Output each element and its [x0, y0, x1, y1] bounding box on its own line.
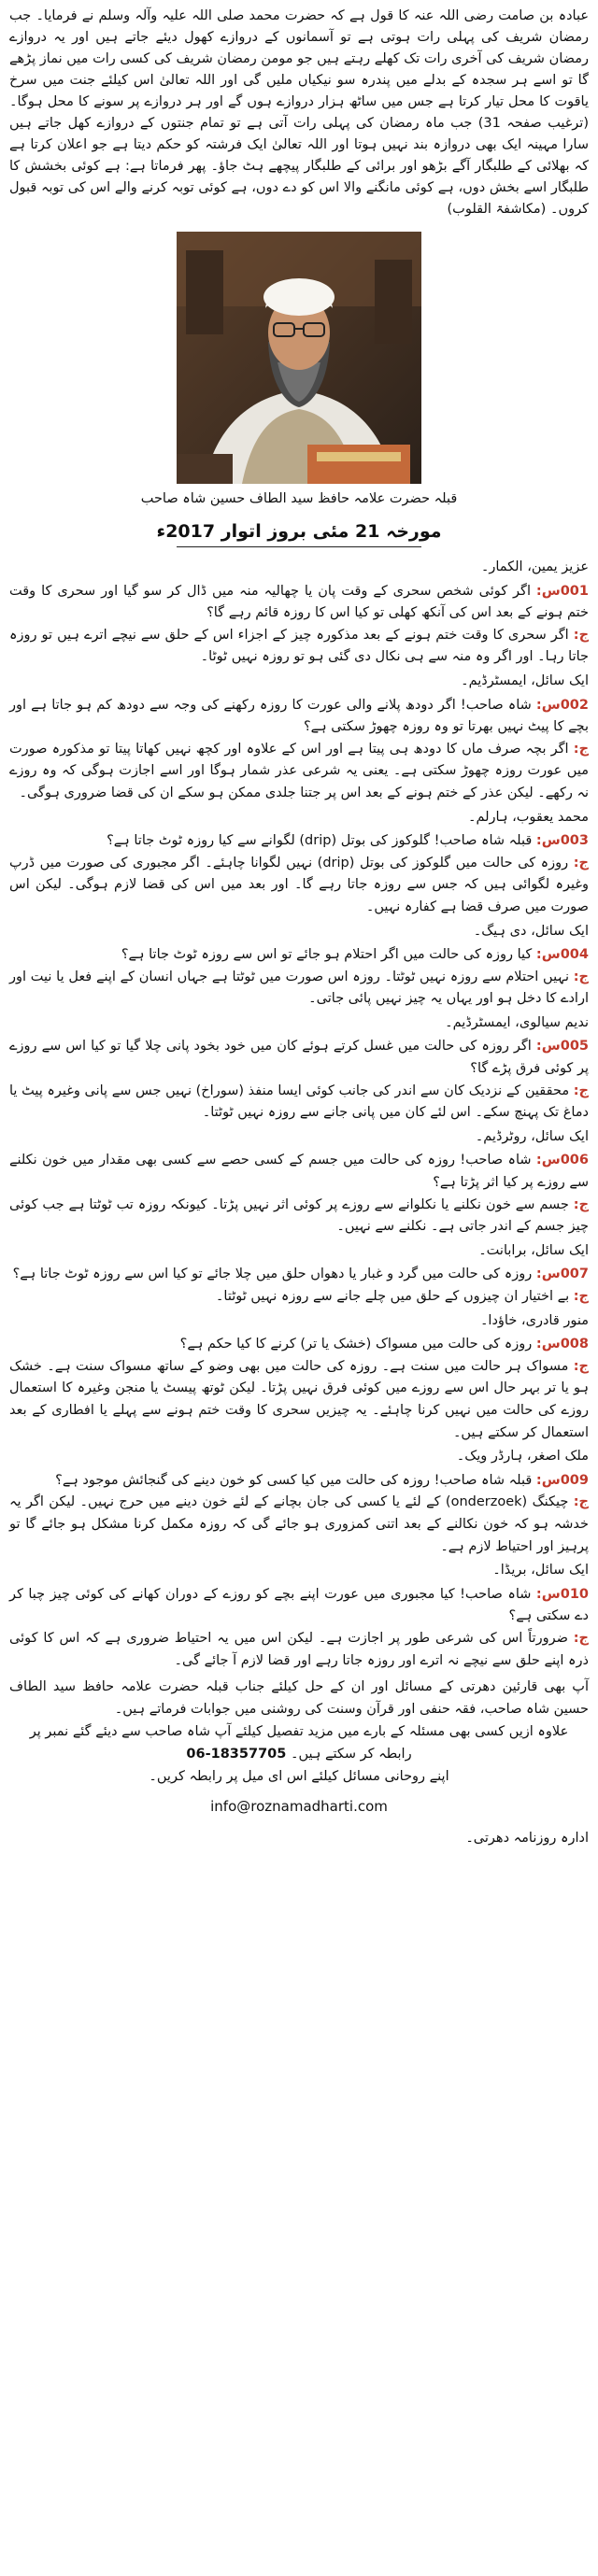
question-marker: س: [535, 1153, 561, 1168]
question-text: شاہ صاحب! اگر دودھ پلانے والی عورت کا روزہ رکھنے کی وجہ سے دودھ کم ہو جاتا ہے اور بچے کا پیٹ نہیں بھرتا تو وہ روزہ چھوڑ سکتی ہے؟ [9, 697, 589, 735]
question-text: روزہ کی حالت میں مسواک (خشک یا تر) کرنے کا کیا حکم ہے؟ [179, 1337, 533, 1352]
questioner-name: عزیز یمین، الکمار۔ [480, 559, 589, 574]
question-number: 003 [560, 833, 589, 849]
questioner-name: ملک اصغر، ہارڈر ویک۔ [456, 1449, 589, 1465]
questioner-name: ایک سائل، بریڈا۔ [492, 1563, 589, 1578]
answer-text: روزہ کی حالت میں گلوکوز کی بوتل (drip) نہیں لگوانا چاہئے۔ اگر مجبوری کی صورت میں ڈرپ وغیرہ لگوائی ہیں کہ جس سے روزہ جاتا رہے گا۔ اور بعد میں اس کی قضا لازم ہوگی۔ لیکن اس صورت میں صرف قضا ہے کفارہ نہیں۔ [9, 855, 589, 914]
answer [9, 739, 589, 805]
questioner-name: محمد یعقوب، ہارلم۔ [467, 809, 589, 825]
question-marker: س: [535, 1039, 561, 1054]
question-number: 010 [560, 1586, 590, 1602]
answer-text: ضرورتاً اس کی شرعی طور پر اجازت ہے۔ لیکن اس میں یہ احتیاط ضروری ہے کہ اس کا کوئی ذرہ اپنے حلق سے نیچے نہ اترے اور روزہ جاتا رہے اور قضا لازم آ جائے گی۔ [9, 1630, 589, 1668]
questioner-name: ایک سائل، ایمسٹرڈیم۔ [461, 672, 589, 688]
contact-paragraph-2: علاوہ ازیں کسی بھی مسئلہ کے بارے میں مزید تفصیل کیلئے آپ شاہ صاحب سے دیئے گئے نمبر پر [29, 1724, 569, 1740]
answer-text: مسواک ہر حالت میں سنت ہے۔ روزہ کی حالت میں بھی وضو کے ساتھ مسواک سنت ہے۔ خشک ہو یا تر بہر حال اس سے روزے میں کوئی فرق نہیں پڑتا۔ لیکن ٹوتھ پیسٹ یا منجن وغیرہ کا استعمال روزے کی حالت میں نہیں کرنا چاہئے۔ یہ چیزیں سحری کا وقت ختم ہونے سے پہلے یا افطاری کے بعد استعمال کر سکتے ہیں۔ [9, 1358, 589, 1440]
questioner-name: ایک سائل، روٹرڈیم۔ [475, 1128, 589, 1144]
question-marker: س: [535, 833, 561, 849]
answer-marker: ج: [573, 1083, 589, 1098]
answer-text: جسم سے خون نکلنے یا نکلوانے سے روزے پر کوئی اثر نہیں پڑتا۔ کیونکہ روزہ تب ٹوٹتا ہے جب کوئی چیز جسم کے اندر جاتی ہے۔ نکلنے سے نہیں۔ [9, 1196, 589, 1235]
answer-marker: ج: [573, 741, 590, 757]
question-number: 008 [560, 1337, 589, 1352]
answer [9, 625, 589, 669]
questioner-name: ایک سائل، برابانت۔ [478, 1242, 589, 1258]
portrait-caption: قبلہ حضرت علامہ حافظ سید الطاف حسین شاہ صاحب [140, 491, 458, 506]
question-marker: س: [535, 947, 561, 963]
answer-marker: ج: [573, 627, 590, 643]
scholar-portrait-image [177, 232, 421, 484]
question-marker: س: [535, 1586, 561, 1602]
questioner-name: ایک سائل، دی ہیگ۔ [473, 923, 589, 939]
answer [9, 1195, 589, 1238]
question-005 [9, 1036, 589, 1080]
answer-marker: ج: [573, 969, 589, 984]
question-marker: س: [535, 1267, 561, 1282]
question-text: کیا روزہ کی حالت میں اگر احتلام ہو جائے تو اس سے روزہ ٹوٹ جاتا ہے؟ [121, 947, 533, 963]
email-address[interactable]: info@roznamadharti.com [210, 1798, 388, 1816]
answer-text: اگر بچہ صرف ماں کا دودھ ہی پیتا ہے اور اس کے علاوہ اور کچھ نہیں کھاتا پیتا تو مذکورہ صورت میں عورت روزہ چھوڑ سکتی ہے۔ یعنی یہ شرعی عذر شمار ہوگا اور اسے اجازت ہوگی کہ وہ روزے نہ رکھے۔ لیکن عذر کے ختم ہونے کے بعد اس پر جتنا جلدی ممکن ہو سکے ان کی قضا ضروری ہوگی۔ [9, 741, 589, 800]
answer [9, 1356, 589, 1444]
question-marker: س: [535, 1472, 561, 1488]
question-004 [9, 944, 589, 967]
answer-marker: ج: [573, 1630, 589, 1646]
question-002 [9, 695, 589, 739]
question-010 [9, 1584, 589, 1628]
question-marker: س: [535, 1337, 561, 1352]
contact-paragraph-3-text: رابطہ کر سکتے ہیں۔ [290, 1747, 412, 1762]
answer [9, 1081, 589, 1125]
contact-paragraph-4: اپنے روحانی مسائل کیلئے اس ای میل پر رابطہ کریں۔ [149, 1769, 449, 1785]
answer [9, 1492, 589, 1558]
answer-marker: ج: [573, 1494, 589, 1510]
question-text: روزہ کی حالت میں گرد و غبار یا دھواں حلق میں چلا جائے تو کیا اس سے روزہ ٹوٹ جاتا ہے؟ [12, 1267, 533, 1282]
question-text: شاہ صاحب! کیا مجبوری میں عورت اپنے بچے کو روزے کے دوران کھانے کی کوئی چیز چبا کر دے سکتی ہے؟ [9, 1586, 589, 1624]
scholar-portrait [177, 232, 421, 484]
phone-number[interactable]: 06-18357705 [186, 1747, 287, 1762]
question-number: 005 [560, 1039, 590, 1054]
contact-paragraph-3 [9, 1743, 589, 1765]
answer-text: بے اختیار ان چیزوں کے حلق میں چلے جانے سے روزہ نہیں ٹوٹتا۔ [215, 1289, 570, 1304]
question-text: اگر کوئی شخص سحری کے وقت پان یا چھالیہ منہ میں ڈال کر سو گیا اور سحری کا وقت ختم ہونے کے بعد اس کی آنکھ کھلی تو کیا اس کا روزہ قائم رہے گا؟ [9, 583, 589, 621]
question-text: اگر روزہ کی حالت میں غسل کرتے ہوئے کان میں خود بخود پانی چلا گیا تو کیا اس سے روزے پر کوئی فرق پڑے گا؟ [9, 1039, 589, 1077]
answer [9, 967, 589, 1011]
question-marker: س: [535, 583, 561, 599]
answer-text: نہیں احتلام سے روزہ نہیں ٹوٹتا۔ روزہ اس صورت میں ٹوٹتا ہے جہاں انسان کے اپنے فعل یا نیت اور ارادے کا دخل ہو اور یہاں یہ چیز نہیں پائی جاتی۔ [9, 969, 589, 1007]
answer-text: چیکنگ (onderzoek) کے لئے یا کسی کی جان بچانے کے لئے خون دینے میں حرج نہیں۔ لیکن اگر یہ خدشہ ہو کہ خون نکالنے کے بعد اتنی کمزوری ہو جائے گی کہ روزہ مکمل کرنا مشکل ہو جائے گا تو پرہیز اور احتیاط لازم ہے۔ [9, 1494, 589, 1554]
question-006 [9, 1150, 589, 1194]
contact-paragraph-1: آپ بھی قارئین دھرتی کے مسائل اور ان کے حل کیلئے جناب قبلہ حضرت علامہ حافظ سید الطاف حسین شاہ صاحب، فقہ حنفی اور قرآن وسنت کی روشنی میں جوابات فرماتے ہیں۔ [9, 1679, 589, 1718]
question-008 [9, 1334, 589, 1356]
question-text: شاہ صاحب! روزہ کی حالت میں جسم کے کسی حصے سے کسی بھی مقدار میں خون نکلنے سے روزے پر کیا اثر پڑتا ہے؟ [9, 1153, 589, 1191]
question-number: 007 [560, 1267, 589, 1282]
question-number: 006 [560, 1153, 589, 1168]
date-divider [177, 546, 421, 547]
question-number: 002 [560, 697, 589, 713]
question-007 [9, 1264, 589, 1286]
question-number: 004 [560, 947, 589, 963]
answer-marker: ج: [573, 855, 589, 870]
question-009 [9, 1470, 589, 1493]
questioner-name: منور قادری، خاؤدا۔ [479, 1312, 589, 1328]
answer-text: اگر سحری کا وقت ختم ہونے کے بعد مذکورہ چیز کے اجزاء اس کے حلق سے نیچے اترے ہیں تو روزہ جاتا رہا۔ اور اگر وہ منہ سے ہی نکال دی گئی ہو تو روزہ نہیں ٹوٹا۔ [9, 627, 589, 665]
contact-section [9, 1676, 589, 1849]
question-001 [9, 581, 589, 625]
answer-text: محققین کے نزدیک کان سے اندر کی جانب کوئی ایسا منفذ (سوراخ) نہیں جس سے پانی وغیرہ پیٹ یا دماغ تک پہنچ سکے۔ اس لئے کان میں پانی جانے سے روزہ نہیں ٹوٹتا۔ [9, 1083, 589, 1121]
signoff: ادارہ روزنامہ دھرتی۔ [465, 1831, 589, 1847]
question-text: قبلہ شاہ صاحب! روزہ کی حالت میں کیا کسی کو خون دینے کی گنجائش موجود ہے؟ [55, 1472, 533, 1488]
question-number: 001 [560, 583, 589, 599]
answer [9, 1628, 589, 1672]
answer [9, 853, 589, 919]
question-number: 009 [560, 1472, 589, 1488]
intro-paragraph: عبادہ بن صامت رضی اللہ عنہ کا قول ہے کہ حضرت محمد صلی اللہ علیہ وآلہ وسلم نے فرمایا۔ جب رمضان شریف کی پہلی رات ہوتی ہے تو آسمانوں کے دروازے کھول دیئے جاتے ہیں اور یہ دروازے رمضان شریف کی آخری رات تک کھلے رہتے ہیں جو مومن رمضان شریف کی کسی رات میں نماز پڑھے گا تو اسے ہر سجدہ کے بدلے میں پندرہ سو نیکیاں ملیں گی اور اللہ تعالیٰ اس کیلئے جنت میں سرخ یاقوت کا محل تیار کرتا ہے جس میں ساٹھ ہزار دروازے ہوں گے اور ہر دروازے پر سونے کا محل ہوگا۔ (ترغیب صفحہ 31) جب ماہ رمضان کی پہلی رات آتی ہے تو تمام جنتوں کے دروازے کھل جاتے ہیں سارا مہینہ ایک بھی دروازہ بند نہیں ہوتا اور اللہ تعالیٰ ایک فرشتہ کو حکم دیتا ہے جو اعلان کرتا ہے کہ بھلائی کے طلبگار آگے بڑھو اور برائی کے طلبگار پیچھے ہٹ جاؤ۔ پھر فرماتا ہے: ہے کوئی بخشش کا طلبگار اسے بخش دوں، ہے کوئی مانگنے والا اس کو دے دوں، ہے کوئی توبہ کرنے والے اس کی توبہ قبول کروں۔ (مکاشفۃ القلوب) [9, 8, 589, 217]
question-marker: س: [535, 697, 561, 713]
date-line: مورخہ 21 مئی بروز اتوار 2017ء [156, 521, 442, 542]
question-003 [9, 830, 589, 853]
answer-marker: ج: [573, 1358, 589, 1374]
answer [9, 1286, 589, 1309]
answer-marker: ج: [573, 1289, 589, 1304]
question-text: قبلہ شاہ صاحب! گلوکوز کی بوتل (drip) لگوانے سے کیا روزہ ٹوٹ جاتا ہے؟ [107, 833, 533, 849]
qa-list [9, 557, 589, 1672]
answer-marker: ج: [573, 1196, 590, 1212]
questioner-name: ندیم سیالوی، ایمسٹرڈیم۔ [445, 1014, 589, 1030]
